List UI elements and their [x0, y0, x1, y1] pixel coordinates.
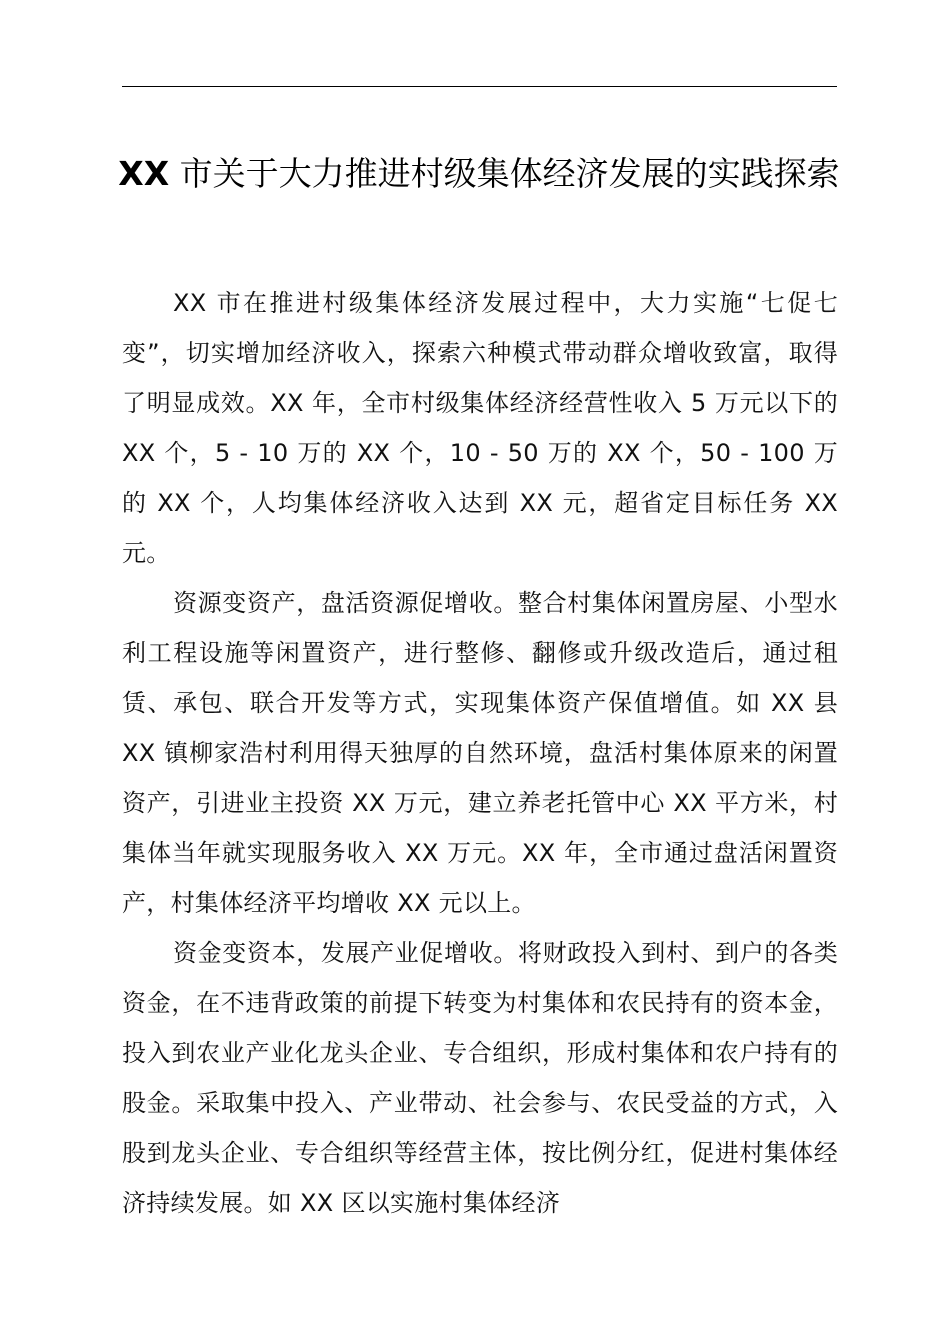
document-title — [118, 148, 840, 200]
title-text: 市关于大力推进村级集体经济发展的实践探索 — [169, 154, 840, 193]
paragraph-capital: 资金变资本，发展产业促增收。将财政投入到村、到户的各类资金，在不违背政策的前提下转变为村集体和农民持有的资本金，投入到农业产业化龙头企业、专合组织，形成村集体和农户持有的股金。采取集中投入、产业带动、社会参与、农民受益的方式，入股到龙头企业、专合组织等经营主体，按比例分红，促进村集体经济持续发展。如 XX 区以实施村集体经济 — [122, 939, 838, 1217]
document-body — [122, 278, 838, 1228]
paragraph-intro: XX 市在推进村级集体经济发展过程中，大力实施“七促七变”，切实增加经济收入，探索六种模式带动群众增收致富，取得了明显成效。XX 年，全市村级集体经济经营性收入 5 万元以下的 XX 个，5 - 10 万的 XX 个，10 - 50 万的 XX 个，50 - 100 万的 XX 个，人均集体经济收入达到 XX 元，超省定目标任务 XX 元。 — [122, 289, 838, 567]
title-bold-prefix: XX — [118, 154, 170, 193]
header-rule — [122, 86, 837, 87]
paragraph-resources: 资源变资产，盘活资源促增收。整合村集体闲置房屋、小型水利工程设施等闲置资产，进行整修、翻修或升级改造后，通过租赁、承包、联合开发等方式，实现集体资产保值增值。如 XX 县 XX 镇柳家浩村利用得天独厚的自然环境，盘活村集体原来的闲置资产，引进业主投资 XX 万元，建立养老托管中心 XX 平方米，村集体当年就实现服务收入 XX 万元。XX 年，全市通过盘活闲置资产，村集体经济平均增收 XX 元以上。 — [122, 589, 838, 917]
